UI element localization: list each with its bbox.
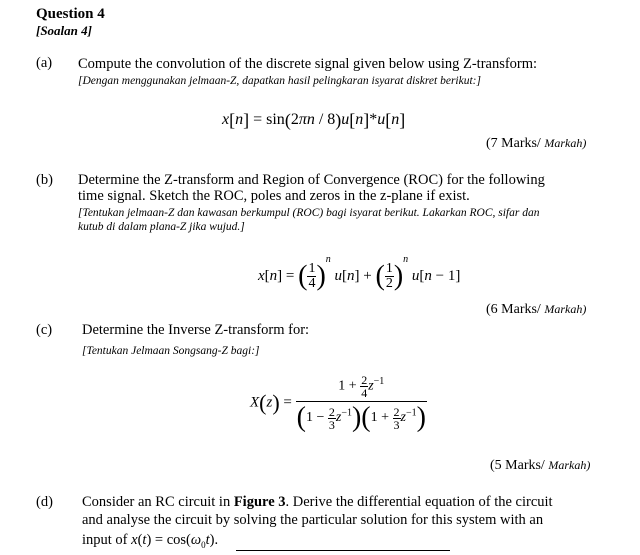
part-b-text-malay-line1: [Tentukan jelmaan-Z dan kawasan berkumpul (ROC) bagi isyarat berikut. Lakarkan ROC, sifar dan: [78, 207, 540, 219]
part-a-text: Compute the convolution of the discrete signal given below using Z-transform:: [78, 56, 538, 72]
part-b-equation: x[n] = ( $\frac{1}{4}$ )$^n$ u[n] + ( $\frac{1}{2}$ )$^n$ u[n − 1]: [258, 254, 461, 292]
part-d-text-1a: Consider an RC circuit in: [82, 494, 231, 510]
figure-reference: Figure 3: [233, 494, 286, 510]
part-c-text-malay: [Tentukan Jelmaan Songsang-Z bagi:]: [82, 345, 260, 357]
part-c-text: Determine the Inverse Z-transform for:: [82, 322, 310, 338]
part-a-text-malay: [Dengan menggunakan jelmaan-Z, dapatkan hasil pelingkaran isyarat diskret berikut:]: [78, 75, 481, 87]
marks-label: (7 Marks/: [486, 136, 541, 151]
marks-label: (5 Marks/: [490, 458, 545, 473]
part-a-marks: [486, 136, 586, 152]
part-c-label: (c): [36, 322, 53, 338]
part-c-marks: [490, 458, 590, 474]
marks-label-malay: Markah): [548, 458, 591, 472]
part-d-text-line2: and analyse the circuit by solving the particular solution for this system with an: [82, 512, 544, 528]
question-title: Question 4: [36, 6, 105, 22]
part-a-label: (a): [36, 55, 53, 71]
marks-label-malay: Markah): [544, 302, 587, 316]
part-d-text-line1: [82, 494, 553, 510]
part-b-text-line1: Determine the Z-transform and Region of Convergence (ROC) for the following: [78, 172, 545, 188]
part-a-equation: x[n] = sin(2πn / 8)u[n]*u[n]: [222, 110, 406, 130]
marks-label-malay: Markah): [544, 136, 587, 150]
underline-rule: [236, 550, 450, 551]
part-d-label: (d): [36, 494, 53, 510]
part-b-text-line2: time signal. Sketch the ROC, poles and zeros in the z-plane if exist.: [78, 188, 470, 204]
part-b-label: (b): [36, 172, 53, 188]
part-c-equation: X(z) = 1 + $\frac{2}{4}$ $z^{-1}$ (1 − $\frac{2}{3}$ $z^{-1})(1$ + $\frac{2}{3}$ $z^{-1}$): [250, 373, 426, 433]
part-b-marks: [486, 302, 586, 318]
part-d-text-1c: . Derive the differential equation of the circuit: [285, 494, 553, 510]
question-title-malay: [Soalan 4]: [36, 23, 92, 38]
marks-label: (6 Marks/: [486, 302, 541, 317]
part-b-text-malay-line2: kutub di dalam plana-Z jika wujud.]: [78, 221, 245, 233]
part-d-text-line3: input of $x(t) = \cos(\omega_0t)$.: [82, 532, 219, 550]
part-d-text-3: input of: [82, 532, 128, 548]
